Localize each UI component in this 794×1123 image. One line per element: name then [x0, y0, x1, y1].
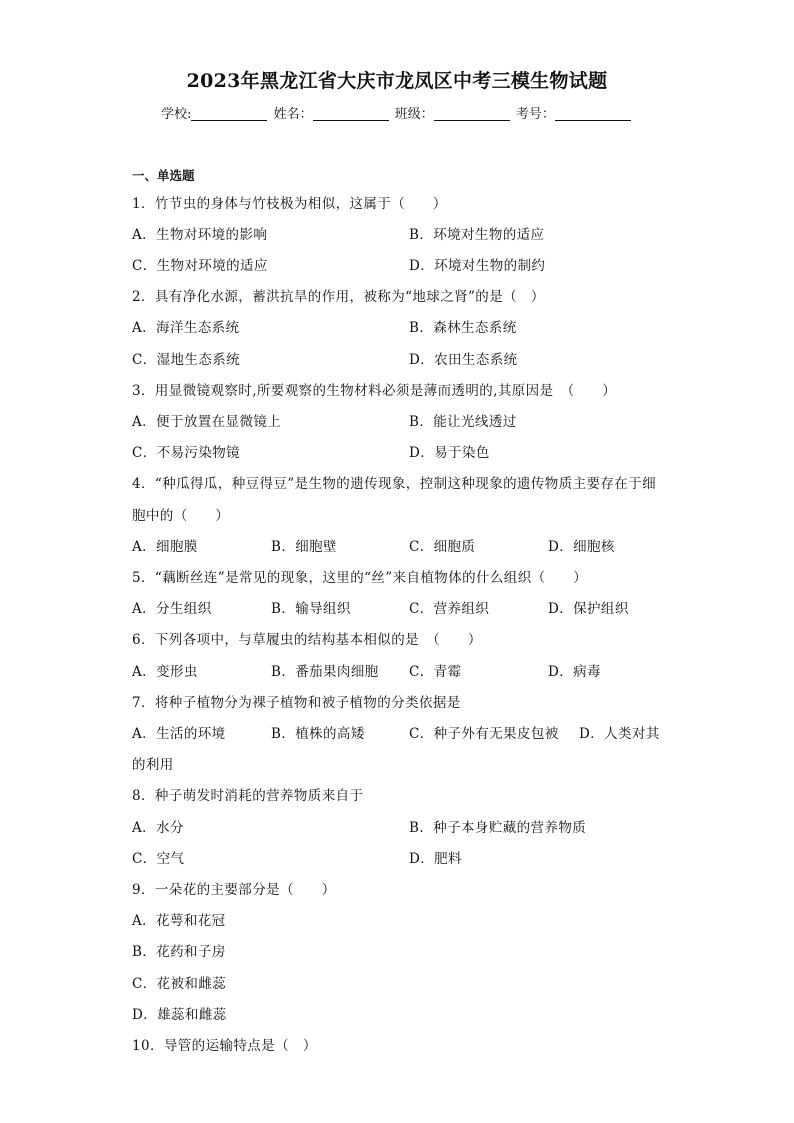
- option-b: B．番茄果肉细胞: [271, 664, 379, 680]
- class-blank[interactable]: [434, 106, 510, 121]
- name-label: 姓名：: [273, 107, 313, 122]
- option-a: A．生物对环境的影响: [132, 227, 268, 243]
- option-d: D．人类对其: [579, 726, 660, 742]
- number-label: 考号：: [515, 107, 555, 122]
- option-a: A．细胞膜: [132, 539, 198, 555]
- option-d: D．易于染色: [409, 445, 490, 461]
- option-continued: 的利用: [132, 757, 174, 773]
- option-a: A．分生组织: [132, 601, 212, 617]
- option-a: A．花萼和花冠: [132, 913, 226, 929]
- option-d: D．病毒: [548, 664, 601, 680]
- section-title: 一、单选题: [132, 168, 195, 183]
- option-c: C．湿地生态系统: [132, 352, 241, 368]
- option-a: A．生活的环境: [132, 726, 226, 742]
- option-c: C．细胞质: [409, 539, 476, 555]
- number-blank[interactable]: [555, 106, 631, 121]
- option-b: B．输导组织: [271, 601, 351, 617]
- question-stem: 1．竹节虫的身体与竹枝极为相似，这属于（ ）: [132, 196, 447, 212]
- question-stem: 3．用显微镜观察时,所要观察的生物材料必须是薄而透明的,其原因是 （ ）: [132, 383, 617, 399]
- school-blank[interactable]: [191, 106, 267, 121]
- option-a: A．变形虫: [132, 664, 198, 680]
- option-a: A．便于放置在显微镜上: [132, 414, 282, 430]
- option-c: C．种子外有无果皮包被: [409, 726, 559, 742]
- option-c: C．花被和雌蕊: [132, 976, 227, 992]
- question-stem: 2．具有净化水源，蓄洪抗旱的作用，被称为“地球之肾”的是（ ）: [132, 289, 545, 305]
- option-b: B．花药和子房: [132, 944, 226, 960]
- option-c: C．生物对环境的适应: [132, 258, 268, 274]
- option-d: D．雄蕊和雌蕊: [132, 1007, 227, 1023]
- option-d: D．农田生态系统: [409, 352, 518, 368]
- option-c: C．不易污染物镜: [132, 445, 241, 461]
- question-stem: 9．一朵花的主要部分是（ ）: [132, 882, 336, 898]
- option-c: C．空气: [132, 851, 185, 867]
- class-label: 班级：: [394, 107, 434, 122]
- question-stem: 4．“种瓜得瓜，种豆得豆”是生物的遗传现象，控制这种现象的遗传物质主要存在于细: [132, 476, 656, 492]
- option-a: A．水分: [132, 820, 184, 836]
- question-stem-continued: 胞中的（ ）: [132, 508, 230, 524]
- option-b: B．环境对生物的适应: [409, 227, 545, 243]
- option-b: B．能让光线透过: [409, 414, 517, 430]
- question-stem: 8．种子萌发时消耗的营养物质来自于: [132, 788, 364, 804]
- school-label: 学校:: [161, 107, 192, 122]
- student-info-line: [0, 103, 794, 122]
- name-blank[interactable]: [313, 106, 389, 121]
- question-stem: 5．“藕断丝连”是常见的现象，这里的“丝”来自植物体的什么组织（ ）: [132, 570, 588, 586]
- question-stem: 6．下列各项中，与草履虫的结构基本相似的是 （ ）: [132, 632, 482, 648]
- page-title: 2023年黑龙江省大庆市龙凤区中考三模生物试题: [186, 70, 608, 92]
- option-b: B．细胞壁: [271, 539, 337, 555]
- option-b: B．森林生态系统: [409, 320, 517, 336]
- option-c: C．营养组织: [409, 601, 490, 617]
- option-d: D．保护组织: [548, 601, 629, 617]
- question-stem: 10．导管的运输特点是（ ）: [132, 1038, 317, 1054]
- question-stem: 7．将种子植物分为裸子植物和被子植物的分类依据是: [132, 695, 461, 711]
- option-d: D．环境对生物的制约: [409, 258, 546, 274]
- option-c: C．青霉: [409, 664, 462, 680]
- option-b: B．植株的高矮: [271, 726, 365, 742]
- option-d: D．细胞核: [548, 539, 615, 555]
- option-a: A．海洋生态系统: [132, 320, 240, 336]
- option-d: D．肥料: [409, 851, 462, 867]
- option-b: B．种子本身贮藏的营养物质: [409, 820, 587, 836]
